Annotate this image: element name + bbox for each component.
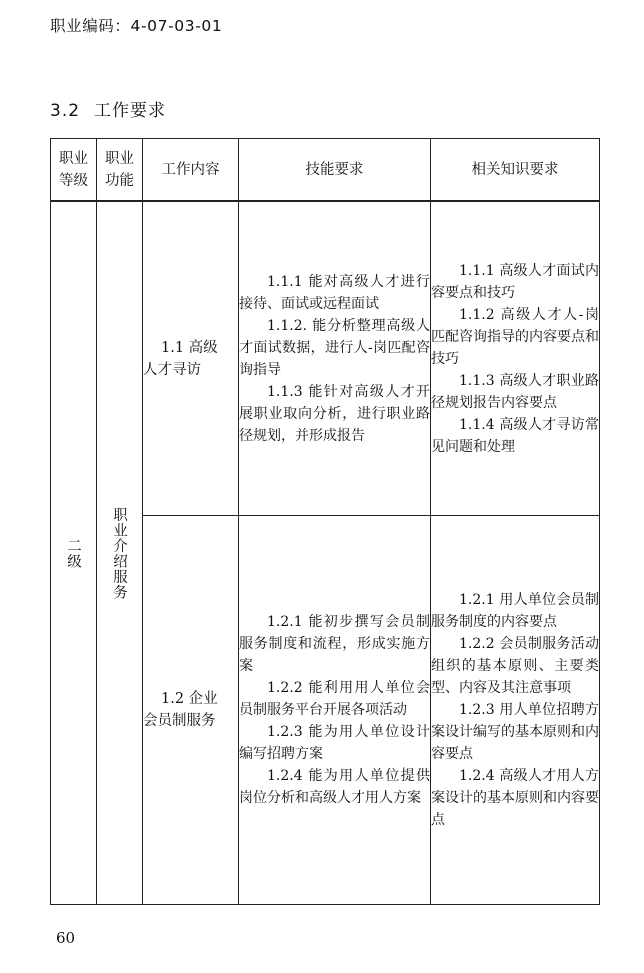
knowledge-item: 1.2.2 会员制服务活动组织的基本原则、主要类型、内容及其注意事项 xyxy=(431,636,599,696)
knowledge-item: 1.2.1 用人单位会员制服务制度的内容要点 xyxy=(431,592,599,630)
knowledge-item: 1.1.1 高级人才面试内容要点和技巧 xyxy=(431,262,599,301)
work-content-line: 1.2 企业 xyxy=(161,691,218,707)
header-work-content: 工作内容 xyxy=(143,139,239,202)
header-level-line-1: 职业 xyxy=(59,150,88,167)
skills-cell xyxy=(239,201,431,516)
skill-item: 1.2.2 能利用用人单位会员制服务平台开展各项活动 xyxy=(239,680,430,718)
skill-item: 1.2.4 能为用人单位提供岗位分析和高级人才用人方案 xyxy=(239,768,430,806)
occupation-code: 职业编码：4-07-03-01 xyxy=(50,17,223,35)
knowledge-cell xyxy=(431,201,600,516)
header-function-line-1: 职业 xyxy=(105,150,134,167)
skill-item: 1.1.3 能针对高级人才开展职业取向分析，进行职业路径规划，并形成报告 xyxy=(239,383,430,444)
work-content-line: 1.1 高级 xyxy=(161,339,218,356)
skill-item: 1.1.2. 能分析整理高级人才面试数据，进行人-岗匹配咨询指导 xyxy=(239,317,430,378)
level-cell xyxy=(51,201,97,905)
work-requirements-table xyxy=(50,138,600,905)
knowledge-item: 1.1.3 高级人才职业路径规划报告内容要点 xyxy=(431,372,599,411)
work-content-cell xyxy=(143,516,239,905)
header-function xyxy=(97,139,143,202)
work-content-cell xyxy=(143,201,239,516)
table-header-row xyxy=(51,139,600,202)
table-row xyxy=(51,201,600,516)
section-title: 工作要求 xyxy=(94,101,167,121)
header-skill-requirements: 技能要求 xyxy=(239,139,431,202)
header-level-line-2: 等级 xyxy=(59,172,88,189)
header-knowledge-requirements: 相关知识要求 xyxy=(431,139,600,202)
function-text: 职业介绍服务 xyxy=(111,506,127,600)
skill-item: 1.2.3 能为用人单位设计编写招聘方案 xyxy=(239,724,430,762)
section-heading xyxy=(50,96,166,121)
knowledge-cell xyxy=(431,516,600,905)
function-cell xyxy=(97,201,143,905)
skill-item: 1.2.1 能初步撰写会员制服务制度和流程，形成实施方案 xyxy=(239,614,430,674)
skills-cell xyxy=(239,516,431,905)
knowledge-item: 1.1.2 高级人才人-岗匹配咨询指导的内容要点和技巧 xyxy=(431,306,599,367)
header-level xyxy=(51,139,97,202)
knowledge-item: 1.2.3 用人单位招聘方案设计编写的基本原则和内容要点 xyxy=(431,702,599,762)
level-text: 二级 xyxy=(65,537,81,569)
page-number: 60 xyxy=(56,929,76,947)
skill-item: 1.1.1 能对高级人才进行接待、面试或远程面试 xyxy=(239,273,430,312)
knowledge-item: 1.1.4 高级人才寻访常见问题和处理 xyxy=(431,416,599,455)
knowledge-item: 1.2.4 高级人才用人方案设计的基本原则和内容要点 xyxy=(431,768,599,828)
work-content-line: 会员制服务 xyxy=(143,713,216,729)
section-number: 3.2 xyxy=(50,101,81,121)
header-function-line-2: 功能 xyxy=(105,172,134,189)
work-content-line: 人才寻访 xyxy=(143,361,201,378)
